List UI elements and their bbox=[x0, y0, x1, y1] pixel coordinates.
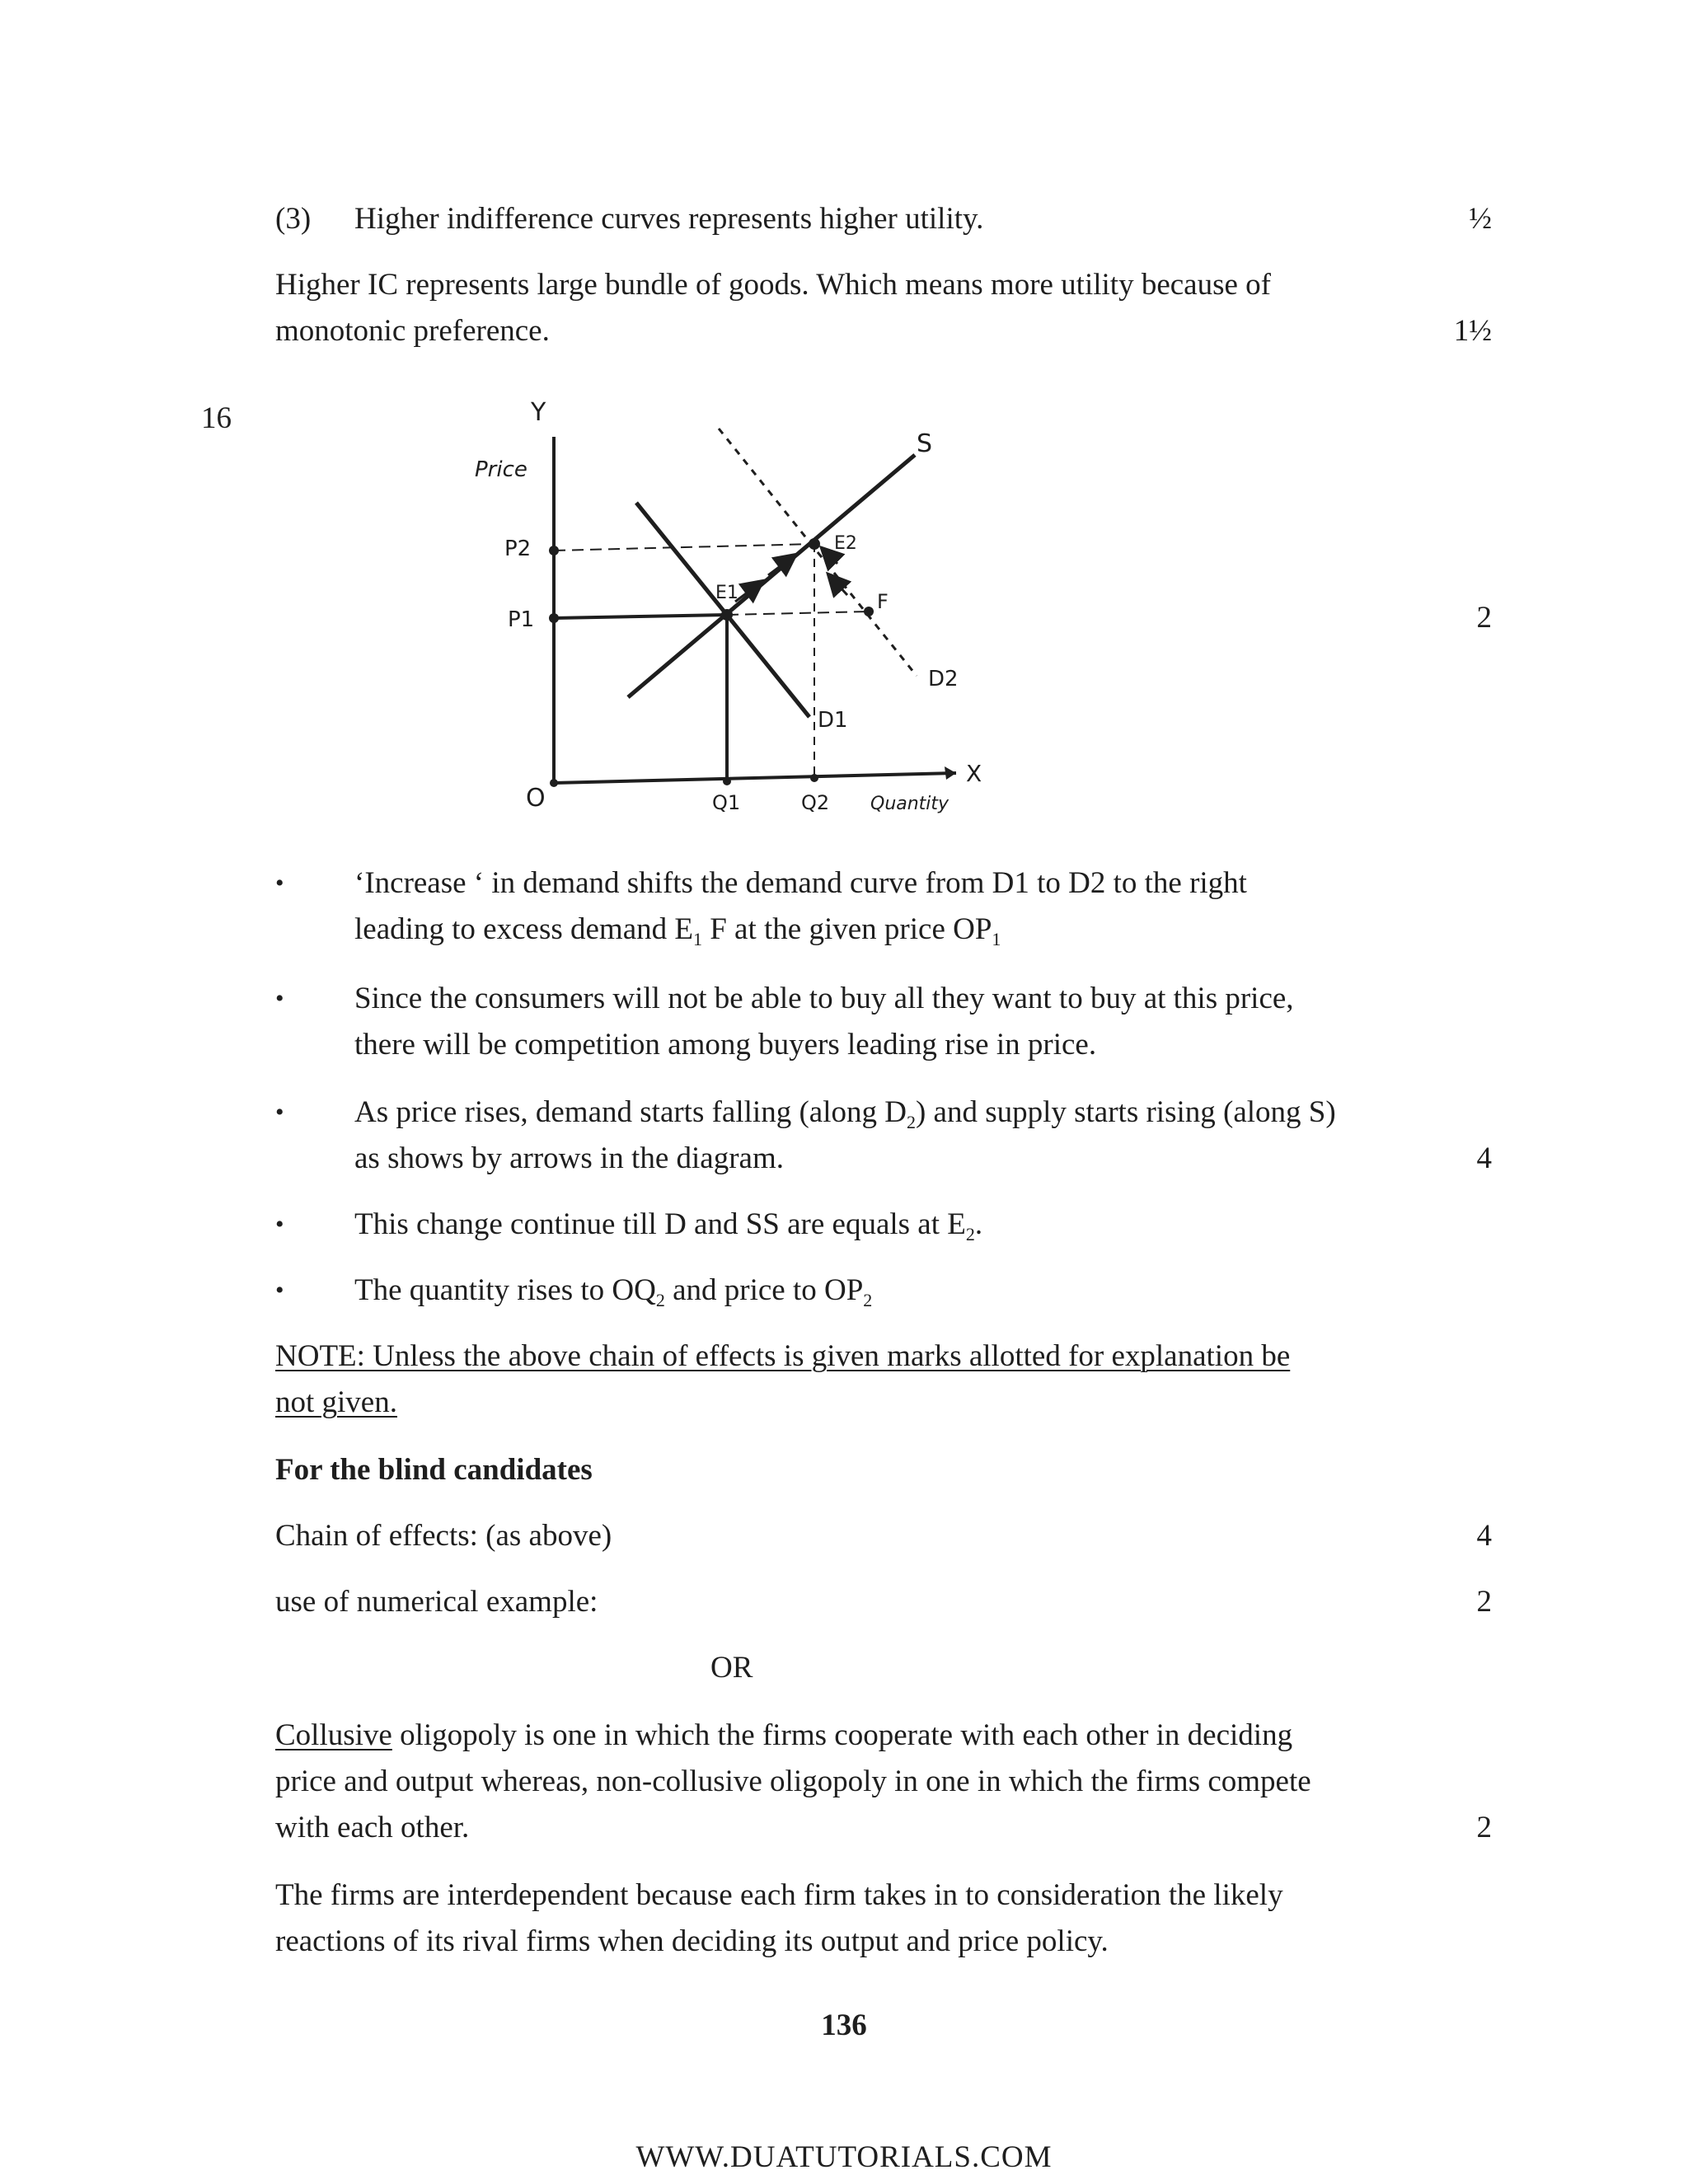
bullet-2-line-2: there will be competition among buyers leading rise in price. bbox=[354, 1028, 1097, 1062]
point-origin bbox=[550, 779, 558, 787]
page-number: 136 bbox=[821, 2008, 867, 2042]
oligopoly-line-3: with each other. bbox=[275, 1811, 470, 1844]
p2-dashed-line bbox=[554, 544, 814, 551]
bullet-dot: • bbox=[275, 869, 284, 897]
point-q1 bbox=[723, 777, 731, 785]
bullet-1-line-1: ‘Increase ‘ in demand shifts the demand curve from D1 to D2 to the right bbox=[354, 866, 1247, 900]
point-p1 bbox=[549, 613, 559, 623]
mark-half: ½ bbox=[1469, 202, 1492, 236]
bullet-2-line-1: Since the consumers will not be able to buy all they want to buy at this price, bbox=[354, 982, 1294, 1015]
website-footer: WWW.DUATUTORIALS.COM bbox=[635, 2140, 1053, 2174]
bullets-mark: 4 bbox=[1476, 1141, 1492, 1175]
arrow-along-s-1 bbox=[735, 582, 762, 602]
origin-label: O bbox=[526, 784, 546, 813]
p1-solid-line bbox=[554, 615, 727, 618]
price-label: Price bbox=[475, 457, 528, 482]
bullet-dot: • bbox=[275, 985, 284, 1012]
x-axis-line bbox=[554, 773, 956, 783]
supply-curve bbox=[628, 455, 915, 697]
bullet-dot: • bbox=[275, 1277, 284, 1304]
item-number: (3) bbox=[275, 202, 312, 236]
f-label: F bbox=[877, 590, 889, 613]
point-e2 bbox=[809, 538, 820, 550]
bullet-3-line-1: As price rises, demand starts falling (along $D_2$) and supply starts rising (along S) bbox=[354, 1095, 1336, 1132]
p1-label: P1 bbox=[508, 607, 535, 632]
oligopoly-para2-line-2: reactions of its rival firms when deciding its output and price policy. bbox=[275, 1924, 1109, 1958]
x-axis-arrow bbox=[945, 766, 956, 780]
point-p2 bbox=[549, 546, 559, 555]
numeric-mark: 2 bbox=[1476, 1585, 1492, 1619]
demand-supply-diagram bbox=[429, 387, 1006, 849]
point-e1 bbox=[721, 609, 733, 621]
chain-of-effects: Chain of effects: (as above) bbox=[275, 1519, 612, 1553]
or-divider: OR bbox=[710, 1651, 753, 1685]
arrow-along-s-2 bbox=[768, 555, 795, 575]
oligopoly-mark: 2 bbox=[1476, 1811, 1492, 1844]
bullet-dot: • bbox=[275, 1211, 284, 1238]
demand-curve-d1 bbox=[636, 503, 809, 717]
p2-label: P2 bbox=[504, 537, 532, 561]
bullet-1-line-2: leading to excess demand $E_1$ F at the given price $OP_1$ bbox=[354, 912, 1001, 949]
bullet-4: This change continue till D and SS are equals at $E_2$. bbox=[354, 1207, 983, 1244]
bullet-dot: • bbox=[275, 1099, 284, 1126]
chain-mark: 4 bbox=[1476, 1519, 1492, 1553]
question-number: 16 bbox=[201, 401, 232, 435]
oligopoly-line-1: Collusive oligopoly is one in which the firms cooperate with each other in deciding bbox=[275, 1718, 1293, 1752]
diagram-mark: 2 bbox=[1476, 601, 1492, 635]
blind-heading: For the blind candidates bbox=[275, 1453, 593, 1487]
p1-dashed-extension bbox=[727, 612, 869, 615]
item3-text: Higher indifference curves represents higher utility. bbox=[354, 202, 984, 236]
oligopoly-para2-line-1: The firms are interdependent because each firm takes in to consideration the likely bbox=[275, 1878, 1283, 1912]
x-axis-label: X bbox=[966, 760, 982, 787]
note-line-2: not given. bbox=[275, 1385, 397, 1419]
note-line-1: NOTE: Unless the above chain of effects is given marks allotted for explanation be bbox=[275, 1339, 1291, 1373]
quantity-label: Quantity bbox=[870, 794, 950, 814]
d1-label: D1 bbox=[818, 708, 848, 733]
q2-label: Q2 bbox=[801, 791, 830, 814]
oligopoly-line-2: price and output whereas, non-collusive oligopoly in one in which the firms compete bbox=[275, 1765, 1311, 1798]
paragraph-line: Higher IC represents large bundle of goods. Which means more utility because of bbox=[275, 268, 1271, 302]
s-label: S bbox=[917, 429, 933, 458]
bullet-5: The quantity rises to $OQ_2$ and price to $OP_2$ bbox=[354, 1273, 873, 1310]
e1-label: E1 bbox=[715, 583, 738, 603]
y-axis-label: Y bbox=[531, 398, 546, 427]
point-f bbox=[864, 607, 874, 616]
d2-label: D2 bbox=[928, 667, 959, 691]
numerical-example: use of numerical example: bbox=[275, 1585, 598, 1619]
mark-one-and-half: 1½ bbox=[1453, 314, 1492, 348]
point-q2 bbox=[810, 774, 818, 782]
bullet-3-line-2: as shows by arrows in the diagram. bbox=[354, 1141, 784, 1175]
paragraph-line: monotonic preference. bbox=[275, 314, 550, 348]
e2-label: E2 bbox=[834, 533, 857, 554]
q1-label: Q1 bbox=[712, 791, 741, 814]
